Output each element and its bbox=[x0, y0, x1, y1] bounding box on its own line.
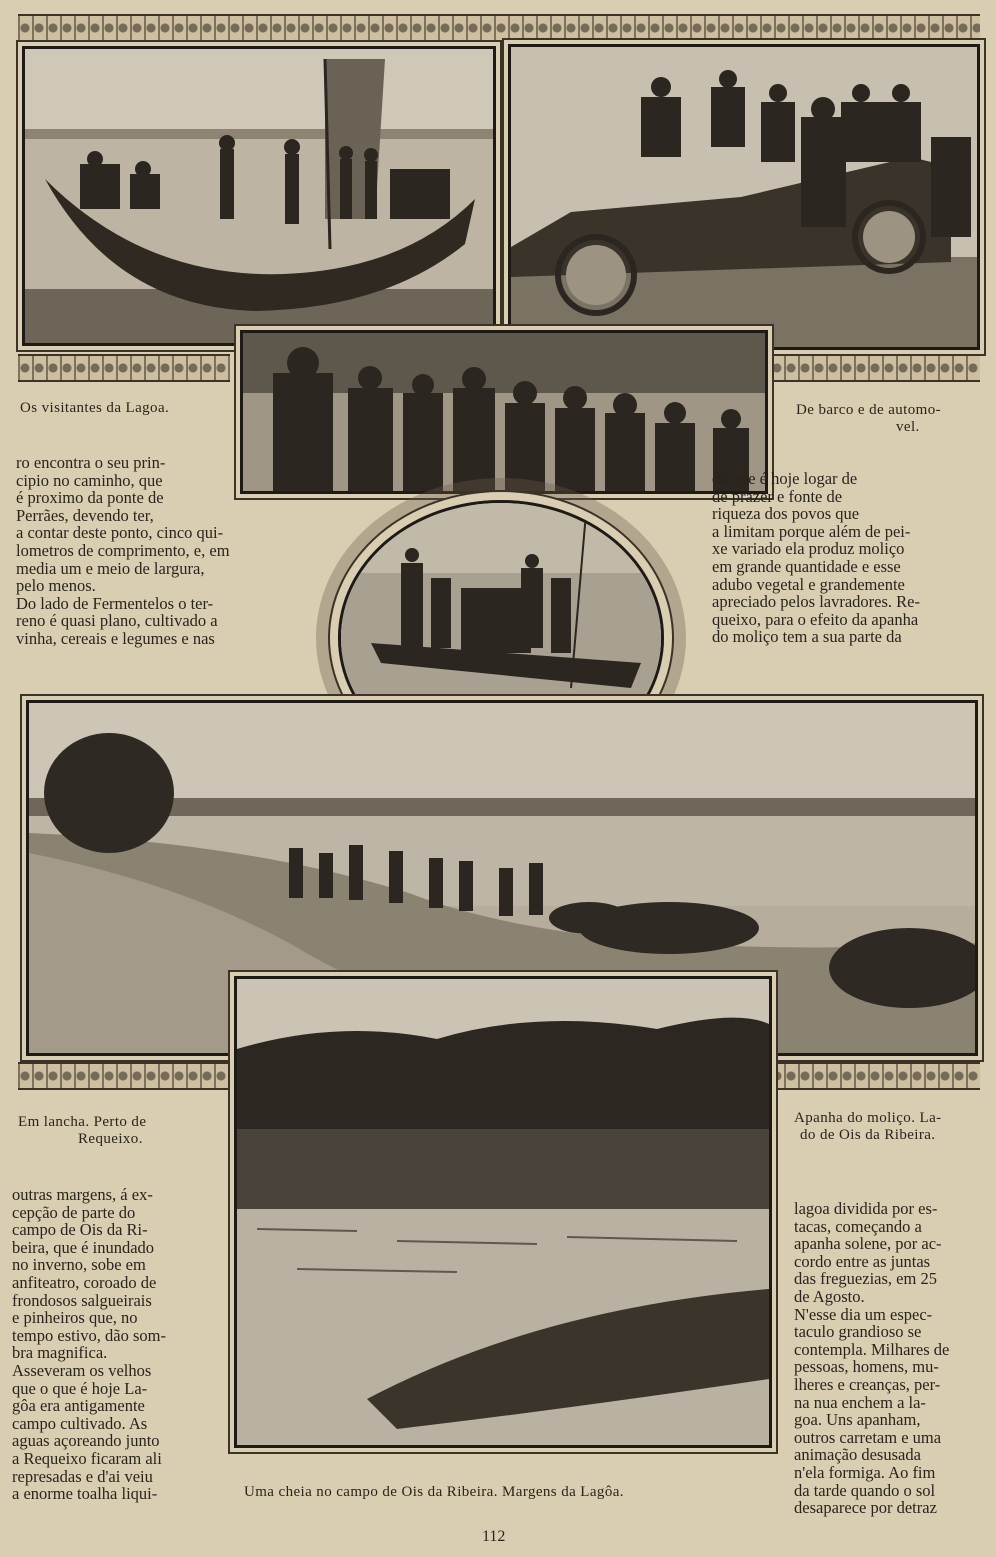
boat-image bbox=[25, 49, 493, 343]
photo-group-portrait bbox=[240, 330, 768, 494]
text-column-right-upper: da que é hoje logar de de prazer e fonte de riqueza dos povos que a limitam porque além de pei- xe variado ela produz moliço em grande quantidade e esse adubo vegetal e grandemente apreciado pelos lavradores. Re- queixo, para o efeito da apanha do moliço tem a sua parte da bbox=[712, 469, 920, 647]
automobile-image bbox=[511, 47, 977, 347]
caption-boat-car-line1: De barco e de automo- bbox=[796, 402, 942, 418]
text-column-left-upper: ro encontra o seu prin- cipio no caminho, que é proximo da ponte de Perrães, devendo ter, a contar deste ponto, cinco qui- lometros de comprimento, e, em media um e meio de largura, pelo menos. Do lado de Fermentelos o ter- reno é quasi plano, cultivado a vinha, cereais e legumes e nas bbox=[16, 453, 230, 648]
text-column-left-lower: outras margens, á ex- cepção de parte do campo de Ois da Ri- beira, que é inundado no inverno, sobe em anfiteatro, coroado de frondosos salgueirais e pinheiros que, no tempo estivo, dão som- bra magnifica. Asseveram os velhos que o que é hoje La- gôa era antigamente campo cultivado. As aguas açoreando junto a Requeixo ficaram ali represadas e d'ai veiu a enorme toalha liqui- bbox=[12, 1185, 166, 1504]
photo-automobile bbox=[508, 44, 980, 350]
photo-flooded-field bbox=[234, 976, 772, 1448]
photo-boat bbox=[22, 46, 496, 346]
mid-left-ornamental-border bbox=[18, 1062, 230, 1090]
right-ornamental-border bbox=[770, 354, 980, 382]
text-column-right-lower: lagoa dividida por es- tacas, começando a apanha solene, por ac- cordo entre as juntas das freguezias, em 25 de Agosto. N'esse dia um espec- taculo grandioso se contempla. Milhares de pessoas, homens, mu- lheres e creanças, per- na nua enchem a la- goa. Uns apanham, outros carretam e uma animação desusada n'ela formiga. Ao fim da tarde quando o sol desaparece por detraz bbox=[794, 1199, 950, 1518]
caption-lancha-line2: Requeixo. bbox=[78, 1131, 143, 1147]
group-portrait-image bbox=[243, 333, 765, 491]
caption-visitors: Os visitantes da Lagoa. bbox=[20, 400, 170, 416]
mid-right-ornamental-border bbox=[770, 1062, 980, 1090]
flooded-field-image bbox=[237, 979, 769, 1445]
caption-molico-line2: do de Ois da Ribeira. bbox=[800, 1127, 936, 1143]
caption-flood: Uma cheia no campo de Ois da Ribeira. Margens da Lagôa. bbox=[244, 1484, 624, 1500]
caption-lancha-line1: Em lancha. Perto de bbox=[18, 1114, 147, 1130]
caption-molico-line1: Apanha do moliço. La- bbox=[794, 1110, 942, 1126]
page-number: 112 bbox=[482, 1528, 506, 1545]
left-ornamental-border bbox=[18, 354, 230, 382]
caption-boat-car-line2: vel. bbox=[896, 419, 920, 435]
top-ornamental-border bbox=[18, 14, 980, 42]
